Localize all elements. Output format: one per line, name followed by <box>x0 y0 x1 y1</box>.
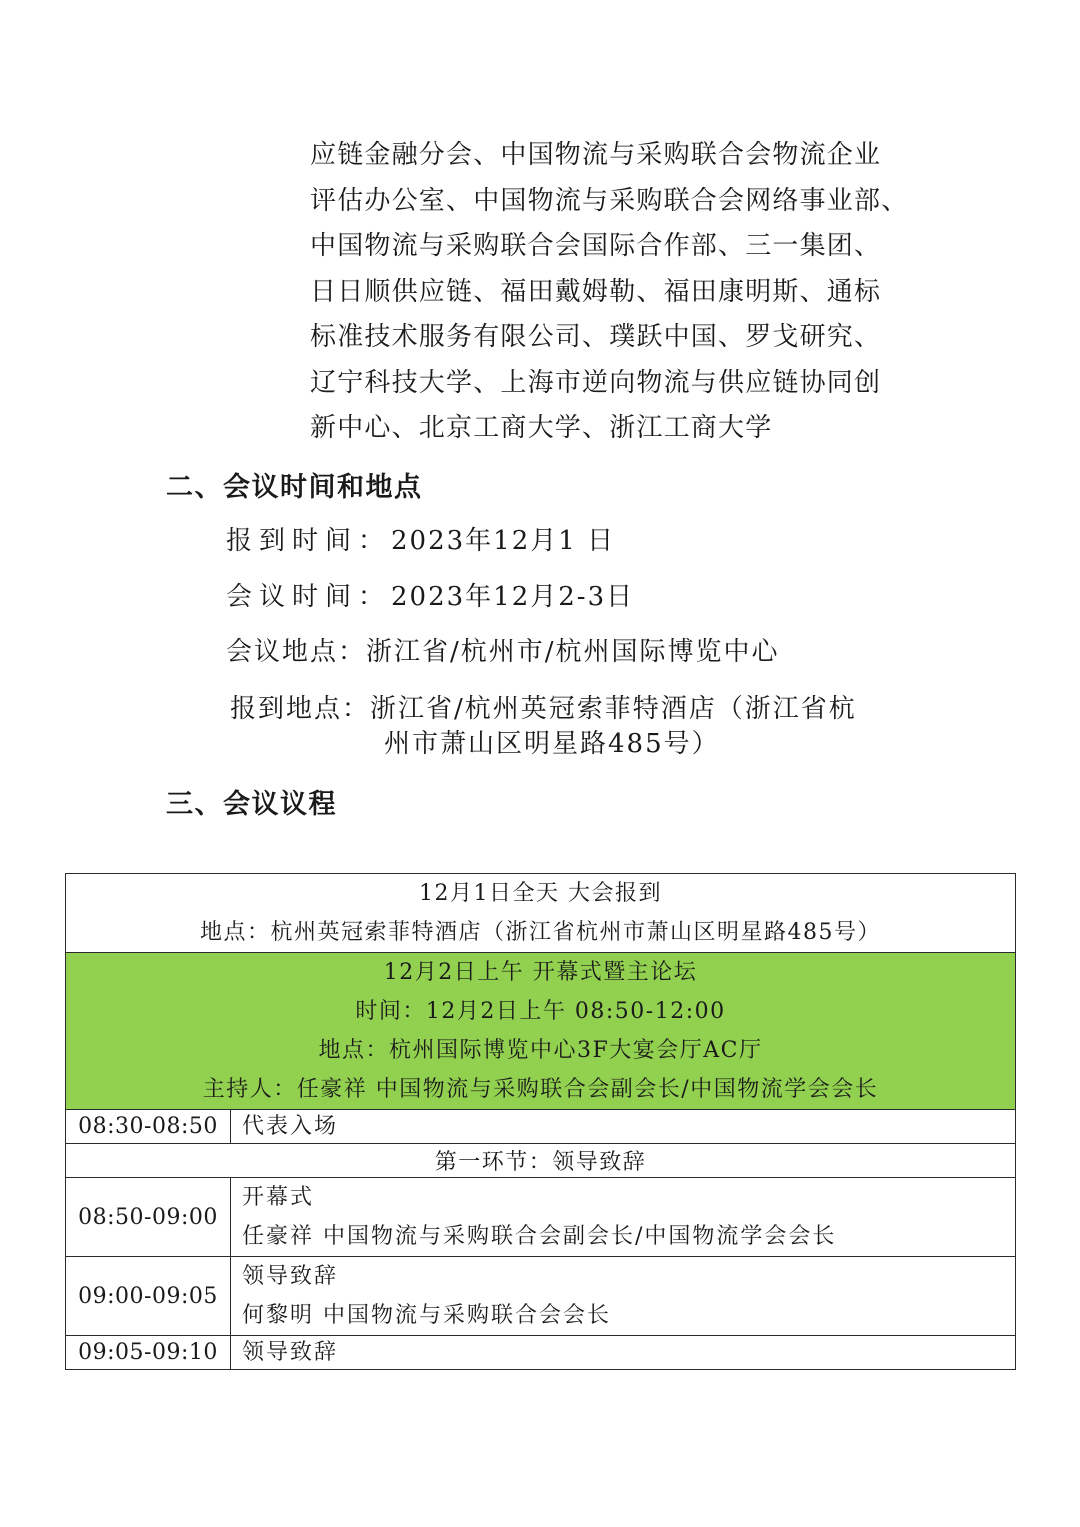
agenda-item-cell <box>231 1178 1016 1257</box>
table-row <box>66 1257 1016 1336</box>
registration-time-row <box>226 520 615 557</box>
agenda-time-cell: 08:30-08:50 <box>66 1110 231 1144</box>
registration-time-label: 报到时间： <box>226 526 392 556</box>
registration-venue-label: 报到地点： <box>230 694 371 724</box>
section-heading-agenda: 三、会议议程 <box>166 789 337 820</box>
agenda-time-cell: 09:05-09:10 <box>66 1336 231 1370</box>
agenda-opening-location: 地点：杭州国际博览中心3F大宴会厅AC厅 <box>318 1038 763 1063</box>
agenda-time-cell: 08:50-09:00 <box>66 1178 231 1257</box>
agenda-day1-location: 地点：杭州英冠索菲特酒店（浙江省杭州市萧山区明星路485号） <box>200 920 881 945</box>
agenda-opening-cell <box>66 953 1016 1110</box>
table-row <box>66 1110 1016 1144</box>
meeting-time-value: 2023年12月2-3日 <box>391 582 635 612</box>
organizers-line: 中国物流与采购联合会国际合作部、三一集团、 <box>310 231 882 261</box>
organizers-line: 辽宁科技大学、上海市逆向物流与供应链协同创 <box>310 367 882 398</box>
section-heading-time-venue: 二、会议时间和地点 <box>166 472 423 503</box>
table-row <box>66 1336 1016 1370</box>
agenda-item-cell <box>231 1336 1016 1370</box>
meeting-venue-label: 会议地点： <box>226 637 367 667</box>
agenda-subheading: 第一环节：领导致辞 <box>66 1144 1016 1178</box>
agenda-item-line: 领导致辞 <box>242 1264 339 1289</box>
registration-time-value: 2023年12月1 日 <box>391 526 616 556</box>
agenda-item-line: 何黎明 中国物流与采购联合会会长 <box>242 1303 611 1328</box>
table-row <box>66 1178 1016 1257</box>
registration-venue-row <box>230 688 857 725</box>
agenda-opening-row <box>66 953 1016 1110</box>
registration-venue-value-line1: 浙江省/杭州英冠索菲特酒店（浙江省杭 <box>370 694 857 724</box>
meeting-venue-row <box>226 631 780 668</box>
organizers-line: 应链金融分会、中国物流与采购联合会物流企业 <box>310 140 882 170</box>
agenda-subheading-row <box>66 1144 1016 1178</box>
meeting-time-label: 会议时间： <box>226 582 392 612</box>
organizers-line: 日日顺供应链、福田戴姆勒、福田康明斯、通标 <box>310 276 882 307</box>
agenda-table <box>65 873 1016 1370</box>
meeting-venue-value: 浙江省/杭州市/杭州国际博览中心 <box>366 637 780 667</box>
agenda-item-cell <box>231 1257 1016 1336</box>
agenda-time-cell: 09:00-09:05 <box>66 1257 231 1336</box>
agenda-opening-time: 时间：12月2日上午 08:50-12:00 <box>355 999 726 1024</box>
agenda-opening-host: 主持人：任豪祥 中国物流与采购联合会副会长/中国物流学会会长 <box>202 1077 879 1102</box>
agenda-item-line: 代表入场 <box>242 1114 339 1139</box>
agenda-item-line: 开幕式 <box>242 1185 315 1210</box>
agenda-item-line: 领导致辞 <box>242 1340 339 1365</box>
agenda-item-line: 任豪祥 中国物流与采购联合会副会长/中国物流学会会长 <box>242 1224 837 1249</box>
agenda-item-cell <box>231 1110 1016 1144</box>
agenda-day1-title: 12月1日全天 大会报到 <box>419 881 662 906</box>
agenda-opening-title: 12月2日上午 开幕式暨主论坛 <box>383 960 698 985</box>
organizers-line: 新中心、北京工商大学、浙江工商大学 <box>310 413 773 443</box>
registration-venue-value-line2: 州市萧山区明星路485号） <box>384 729 720 759</box>
organizers-line: 评估办公室、中国物流与采购联合会网络事业部、 <box>310 185 909 216</box>
organizers-list <box>310 133 930 452</box>
agenda-day1-row <box>66 874 1016 953</box>
meeting-time-row <box>226 576 634 613</box>
organizers-line: 标准技术服务有限公司、璞跃中国、罗戈研究、 <box>310 322 882 352</box>
agenda-day1-cell <box>66 874 1016 953</box>
